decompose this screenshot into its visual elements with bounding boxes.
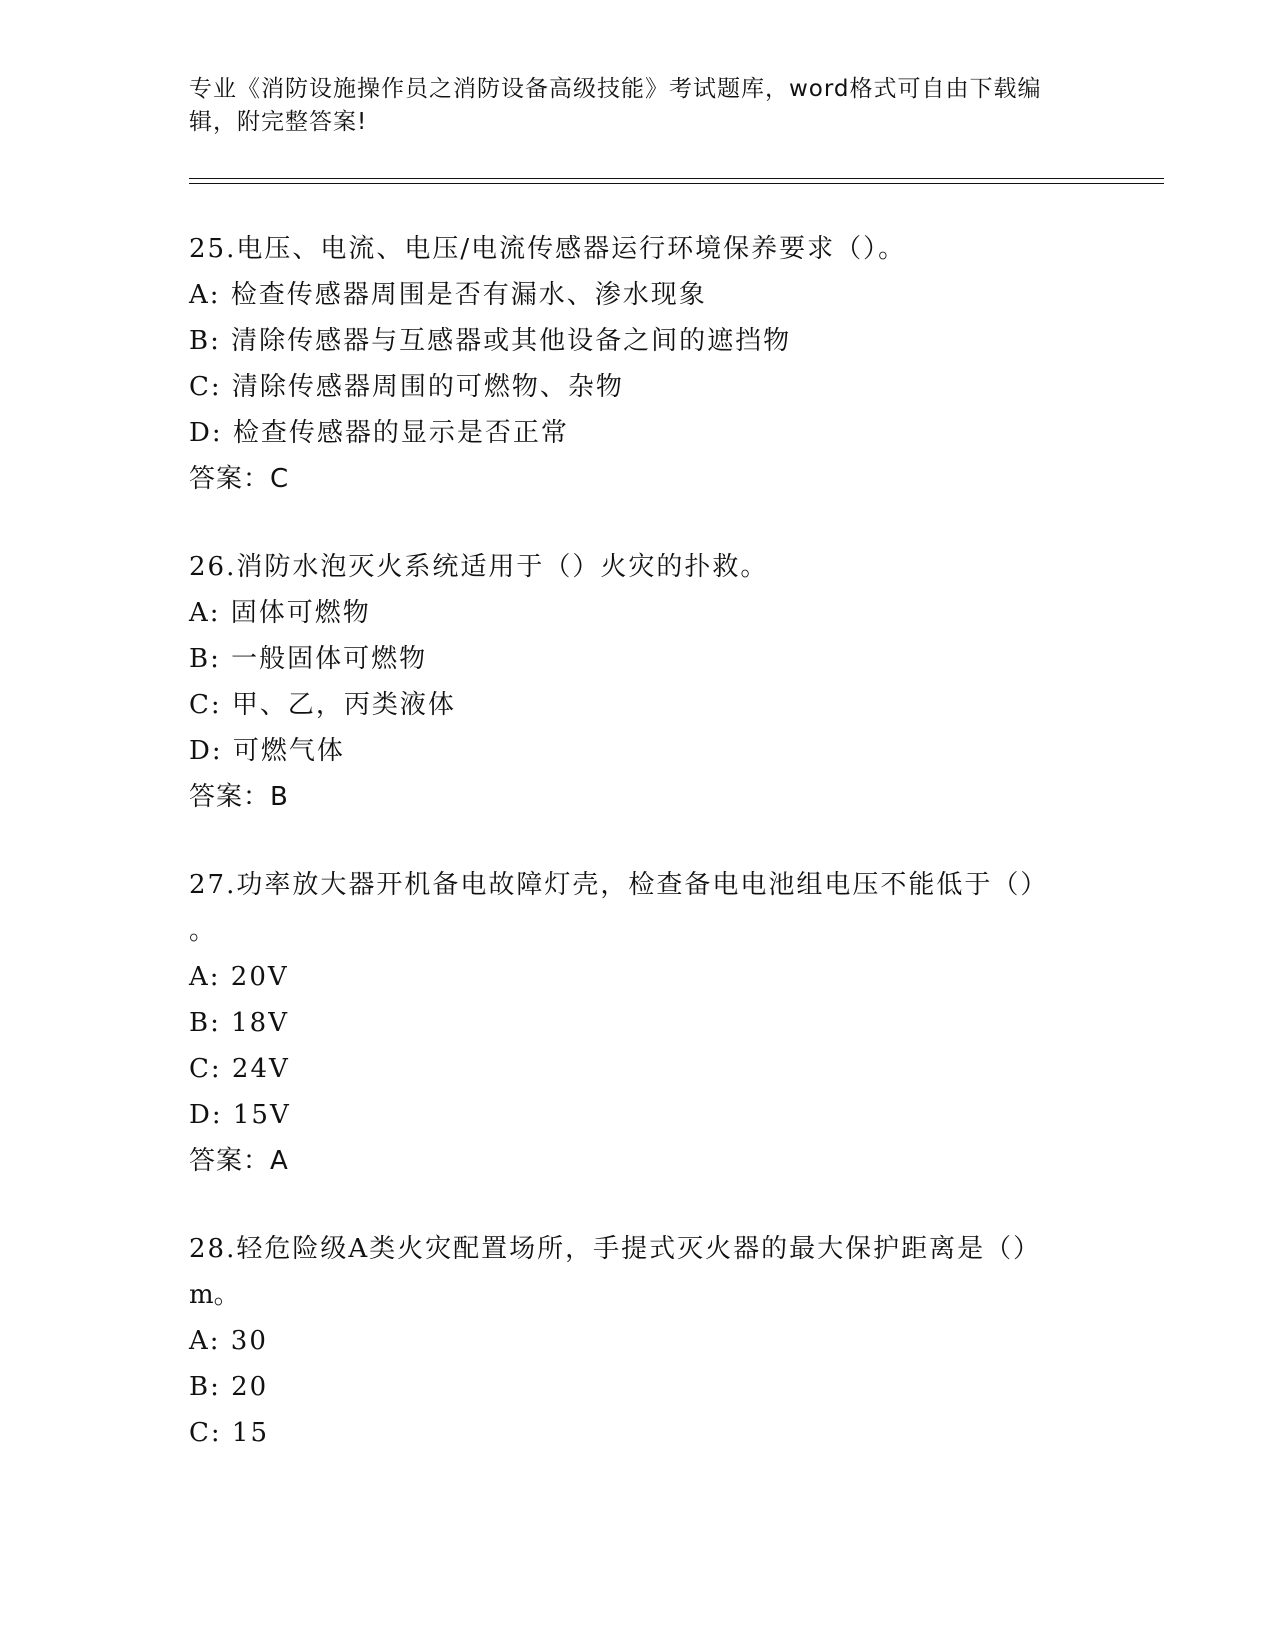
option-b: B: 一般固体可燃物 (189, 644, 428, 674)
option-a: A: 30 (189, 1326, 268, 1356)
header-line-1: 专业《消防设施操作员之消防设备高级技能》考试题库，word格式可自由下载编 (189, 76, 1042, 102)
answer-label: 答案：A (189, 1146, 289, 1176)
answer-label: 答案：C (189, 464, 290, 494)
header-divider-bottom (189, 183, 1164, 184)
option-d: D: 15V (189, 1100, 291, 1130)
question-stem: 25.电压、电流、电压/电流传感器运行环境保养要求（）。 (189, 234, 907, 264)
option-b: B: 18V (189, 1008, 289, 1038)
option-d: D: 可燃气体 (189, 736, 345, 766)
option-c: C: 24V (189, 1054, 290, 1084)
option-a: A: 20V (189, 962, 289, 992)
question-stem-continuation: m。 (189, 1280, 240, 1310)
question-stem-continuation: 。 (189, 916, 216, 946)
option-b: B: 20 (189, 1372, 269, 1402)
option-a: A: 检查传感器周围是否有漏水、渗水现象 (189, 280, 707, 310)
question-25 (189, 226, 1069, 502)
question-stem: 27.功率放大器开机备电故障灯壳，检查备电电池组电压不能低于（） (189, 870, 1049, 900)
header-divider-top (189, 178, 1164, 179)
question-stem: 28.轻危险级A类火灾配置场所，手提式灭火器的最大保护距离是（） (189, 1234, 1042, 1264)
option-c: C: 清除传感器周围的可燃物、杂物 (189, 372, 624, 402)
question-28 (189, 1226, 1069, 1456)
question-list (189, 226, 1069, 1498)
option-c: C: 甲、乙，丙类液体 (189, 690, 456, 720)
question-27 (189, 862, 1069, 1184)
answer-label: 答案：B (189, 782, 289, 812)
page-header (189, 73, 1069, 139)
option-d: D: 检查传感器的显示是否正常 (189, 418, 569, 448)
option-b: B: 清除传感器与互感器或其他设备之间的遮挡物 (189, 326, 792, 356)
option-c: C: 15 (189, 1418, 270, 1448)
question-stem: 26.消防水泡灭火系统适用于（）火灾的扑救。 (189, 552, 769, 582)
header-line-2: 辑，附完整答案! (189, 109, 368, 135)
option-a: A: 固体可燃物 (189, 598, 371, 628)
question-26 (189, 544, 1069, 820)
